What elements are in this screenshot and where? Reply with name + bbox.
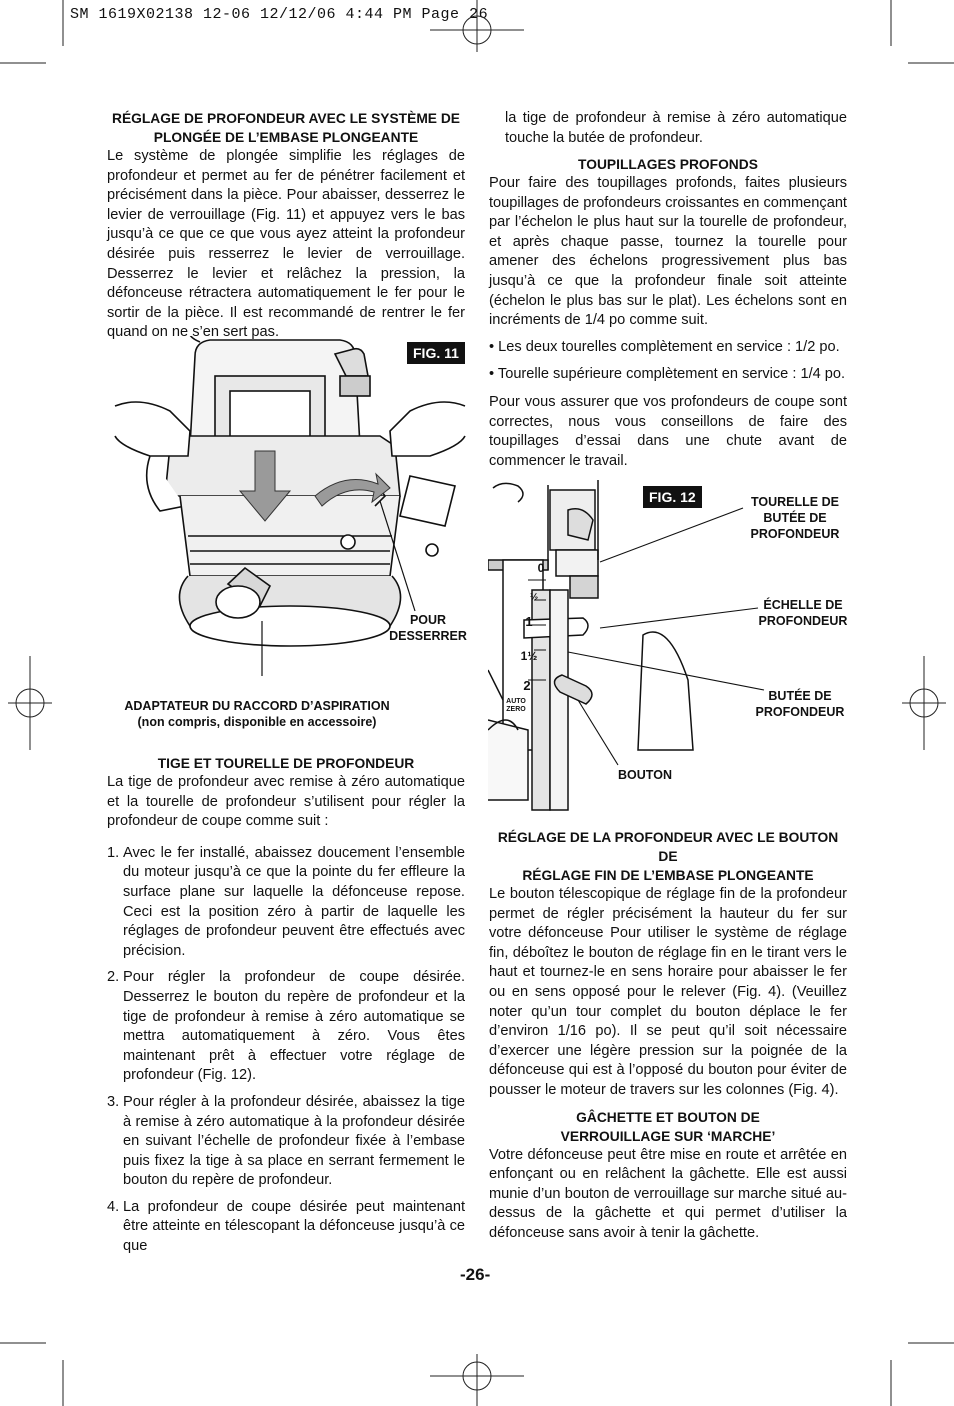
fig12-label: FIG. 12: [643, 486, 702, 508]
bullet-both-turrets: • Les deux tourelles complètement en service : 1/2 po.: [489, 338, 840, 355]
fig11-callout-loosen: POUR DESSERRER: [389, 613, 467, 643]
auto-zero-marking: AUTO ZERO: [506, 698, 526, 713]
section-heading-trigger: GÂCHETTE ET BOUTON DE VERROUILLAGE SUR ‘MARCHE’: [560, 1109, 776, 1144]
depth-rod-intro: La tige de profondeur avec remise à zéro automatique et la tourelle de profondeur s’utilisent pour régler la profondeur de coupe comme suit :: [107, 774, 465, 830]
fig11-label: FIG. 11: [407, 342, 465, 364]
printer-slug: SM 1619X02138 12-06 12/12/06 4:44 PM Page 26: [70, 6, 489, 23]
fig12-callout-knob: BOUTON: [618, 768, 672, 782]
list-item: 3. Pour régler à la profondeur désirée, abaissez la tige à remise à zéro automatique à la profondeur désirée en suivant l’échelle de profondeur fixée à l’embase puis fixez la tige à sa place en serrant fermement le bouton du repère de profondeur.: [107, 1093, 465, 1189]
right-column-lower: [489, 828, 847, 1251]
scale-mark-0: 0: [537, 561, 545, 575]
fig12-callout-depth-scale: ÉCHELLE DE PROFONDEUR: [758, 598, 848, 628]
section-heading-depth-rod: TIGE ET TOURELLE DE PROFONDEUR: [157, 756, 415, 771]
list-item: 4. La profondeur de coupe désirée peut maintenant être atteinte en télescopant la défonceuse jusqu’à ce que: [107, 1198, 465, 1255]
right-continuation: la tige de profondeur à remise à zéro automatique touche la butée de profondeur.: [505, 110, 847, 146]
list-item: 2. Pour régler la profondeur de coupe désirée. Desserrez le bouton du repère de profondeur et la tige de profondeur à remise à zéro automatique se mettra automatiquement à zéro. Vous êtes maintenant prêt à effectuer votre réglage de profondeur (Fig. 12).: [107, 969, 465, 1084]
scale-mark-1: 1: [525, 614, 533, 629]
scale-mark-1-half: 1½: [520, 649, 538, 663]
page-number: -26-: [460, 1265, 491, 1284]
plunge-depth-body: Le système de plongée simplifie les réglages de profondeur et permet au fer de pénétrer facilement et précisément dans la pièce. Pour abaisser, desserrez le levier de verrouillage (Fig. 11) et appuyez vers le bas jusqu’à ce que ce que vous ayez atteint la profondeur désirée puis resserrez le levier de verrouillage. Desserrez le levier et relâchez la pression, la défonceuse rétractera automatiquement le fer pour le sortir de la pièce. Il est recommandé de rentrer le fer quand on ne s’en sert pas.: [107, 148, 465, 341]
left-column: [107, 109, 465, 350]
scale-mark-2: 2: [523, 678, 531, 693]
scale-mark-half: ½: [529, 592, 539, 603]
section-heading-plunge-depth: RÉGLAGE DE PROFONDEUR AVEC LE SYSTÈME DE PLONGÉE DE L’EMBASE PLONGEANTE: [111, 111, 461, 145]
depth-rod-steps: [107, 844, 465, 1257]
left-column-lower: [107, 754, 465, 1264]
fig11-caption-vacuum-adapter: ADAPTATEUR DU RACCORD D’ASPIRATION (non compris, disponible en accessoire): [124, 699, 390, 729]
test-cut-body: Pour vous assurer que vos profondeurs de coupe sont correctes, nous vous conseillons de faire des toupillages d’essai dans une chute avant de commencer le travail.: [489, 393, 847, 469]
deep-routing-body: Pour faire des toupillages profonds, faites plusieurs toupillages de profondeurs croissantes en commençant par l’échelon le plus haut sur la tourelle de profondeur, et après chaque passe, tournez la tourelle pour amener des échelons progressivement plus bas jusqu’à ce que la profondeur finale soit atteinte (échelon le plus bas sur le plat). Les échelons sont en incréments de 1/4 po comme suit.: [489, 175, 847, 329]
fine-adjust-body: Le bouton télescopique de réglage fin de la profondeur permet de régler précisément la hauteur du fer sur votre défonceuse Pour utiliser le système de réglage fin, déboîtez le bouton de réglage fin en le tirant vers le haut et tournez-le en sens horaire pour abaisser le fer ou en sens opposé pour le relever (Fig. 4). (Veuillez noter qu’un tour complet du bouton déplace le fer d’environ 1/16 po). Il se peut qu’il soit nécessaire d’exercer une légère pression sur la poignée de la défonceuse qui est à l’opposé du bouton pour éviter de pousser le moteur de travers sur les colonnes (Fig. 4).: [489, 886, 847, 1098]
bullet-upper-turret: • Tourelle supérieure complètement en service : 1/4 po.: [489, 366, 846, 383]
section-heading-fine-adjust: RÉGLAGE DE LA PROFONDEUR AVEC LE BOUTON DE RÉGLAGE FIN DE L’EMBASE PLONGEANTE: [497, 830, 839, 883]
section-heading-deep-routing: TOUPILLAGES PROFONDS: [578, 157, 758, 172]
trigger-body: Votre défonceuse peut être mise en route et arrêtée en enfonçant ou en relâchent la gâchette. Elle est aussi munie d’un bouton de verrouillage sur marche situé au-dessus de la gâchette et qui permet d’utiliser la défonceuse sans avoir à tenir la gâchette.: [489, 1146, 847, 1241]
fig12-callout-depth-stop: BUTÉE DE PROFONDEUR: [755, 689, 845, 719]
list-item: 1. Avec le fer installé, abaissez doucement l’ensemble du moteur jusqu’à ce que la pointe du fer effleure la surface plane sur laquelle la défonceuse repose. Ceci est la position zéro à partir de laquelle les réglages de profondeur peuvent être effectués avec précision.: [107, 844, 465, 959]
fig12-callout-turret: TOURELLE DE BUTÉE DE PROFONDEUR: [750, 495, 840, 541]
right-column: [489, 155, 847, 478]
